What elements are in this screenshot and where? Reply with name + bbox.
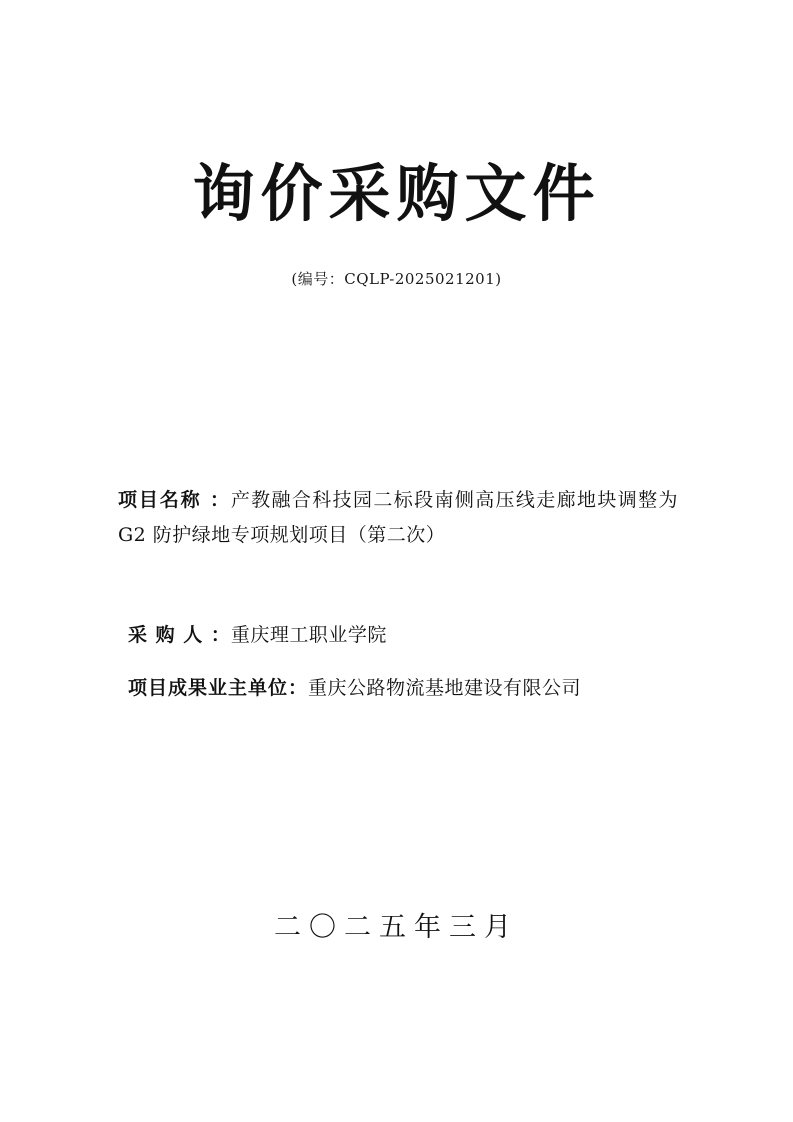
- document-number: (编号：CQLP-2025021201): [291, 270, 502, 288]
- owner-value: 重庆公路物流基地建设有限公司: [308, 677, 582, 699]
- document-date: 二〇二五年三月: [274, 912, 519, 943]
- owner-label: 项目成果业主单位：: [128, 677, 309, 699]
- buyer-value: 重庆理工职业学院: [230, 624, 387, 646]
- page-title: 询价采购文件: [192, 157, 601, 230]
- owner-row: [128, 673, 581, 700]
- buyer-row: [128, 620, 387, 647]
- project-name-label: 项目名称 ：: [118, 489, 231, 511]
- buyer-label: 采 购 人 ：: [128, 624, 231, 646]
- project-name-value: 产教融合科技园二标段南侧高压线走廊地块调整为 G2 防护绿地专项规划项目（第二次）: [118, 489, 678, 547]
- project-name-block: [118, 483, 678, 553]
